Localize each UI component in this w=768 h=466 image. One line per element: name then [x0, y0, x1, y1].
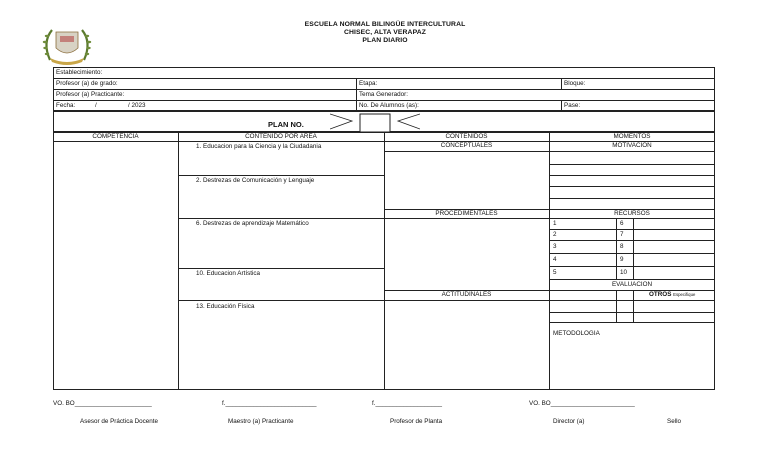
no-alumnos-label: No. De Alumnos (as):: [359, 102, 419, 109]
recursos-header: RECURSOS: [614, 210, 650, 217]
evaluacion-header: EVALUACION: [611, 281, 653, 288]
metodologia-label: METODOLOGIA: [553, 330, 600, 337]
school-name: ESCUELA NORMAL BILINGÜE INTERCULTURAL: [304, 21, 466, 28]
area-fisica: 13. Educación Física: [196, 303, 255, 310]
plan-number-frame: [330, 111, 420, 132]
fecha-separator: /: [95, 102, 97, 109]
area-artistica: 10. Educacion Artística: [196, 270, 261, 277]
recurso-num: 6: [620, 220, 624, 227]
establecimiento-label: Establecimiento:: [56, 69, 103, 76]
profesor-grado-label: Profesor (a) de grado:: [56, 80, 118, 87]
vobo-asesor-line: VO. BO______________________: [53, 400, 152, 407]
maestro-caption: Maestro (a) Practicante: [228, 418, 294, 425]
fecha-year: / 2023: [128, 102, 146, 109]
director-caption: Director (a): [553, 418, 585, 425]
area-comunicacion: 2. Destrezas de Comunicación y Lenguaje: [196, 177, 315, 184]
asesor-caption: Asesor de Práctica Docente: [80, 418, 159, 425]
plan-no-label: PLAN NO.: [268, 120, 304, 129]
vobo-director-line: VO. BO________________________: [529, 400, 635, 407]
recurso-num: 10: [620, 269, 628, 276]
area-matematica: 6. Destrezas de aprendizaje Matemático: [196, 220, 309, 227]
profesor-planta-caption: Profesor de Planta: [390, 418, 443, 425]
recurso-num: 5: [553, 269, 557, 276]
procedimentales-header: PROCEDIMENTALES: [435, 210, 498, 217]
recurso-num: 8: [620, 243, 624, 250]
recurso-num: 7: [620, 231, 624, 238]
area-ciencia: 1. Educacion para la Ciencia y la Ciudadania: [196, 143, 322, 150]
firma-maestro-line: f.__________________________: [222, 400, 317, 407]
col-competencia: COMPETENCIA: [92, 133, 139, 140]
document-title: PLAN DIARIO: [362, 37, 408, 44]
tema-generador-label: Tema Generador:: [359, 91, 409, 98]
profesor-practicante-label: Profesor (a) Practicante:: [56, 91, 125, 98]
otros-note: Especifique: [673, 292, 696, 297]
bloque-label: Bloque:: [564, 80, 586, 87]
recurso-num: 1: [553, 220, 557, 227]
firma-profesor-line: f.___________________: [372, 400, 443, 407]
recurso-num: 3: [553, 243, 557, 250]
school-crest-icon: [38, 24, 96, 66]
motivacion-header: MOTIVACION: [612, 142, 652, 149]
etapa-label: Etapa:: [359, 80, 378, 87]
recurso-num: 2: [553, 231, 557, 238]
conceptuales-header: CONCEPTUALES: [440, 142, 493, 149]
sello-caption: Sello: [667, 418, 682, 425]
fecha-label: Fecha:: [56, 102, 76, 109]
recurso-num: 4: [553, 256, 557, 263]
school-location: CHISEC, ALTA VERAPAZ: [344, 29, 426, 36]
recurso-num: 9: [620, 256, 624, 263]
otros-label: OTROS Especifique: [649, 291, 696, 298]
col-contenido-area: CONTENIDO POR AREA: [245, 133, 317, 140]
pase-label: Pase:: [564, 102, 581, 109]
col-momentos: MOMENTOS: [613, 133, 651, 140]
col-contenidos: CONTENIDOS: [445, 133, 488, 140]
actitudinales-header: ACTITUDINALES: [441, 291, 492, 298]
